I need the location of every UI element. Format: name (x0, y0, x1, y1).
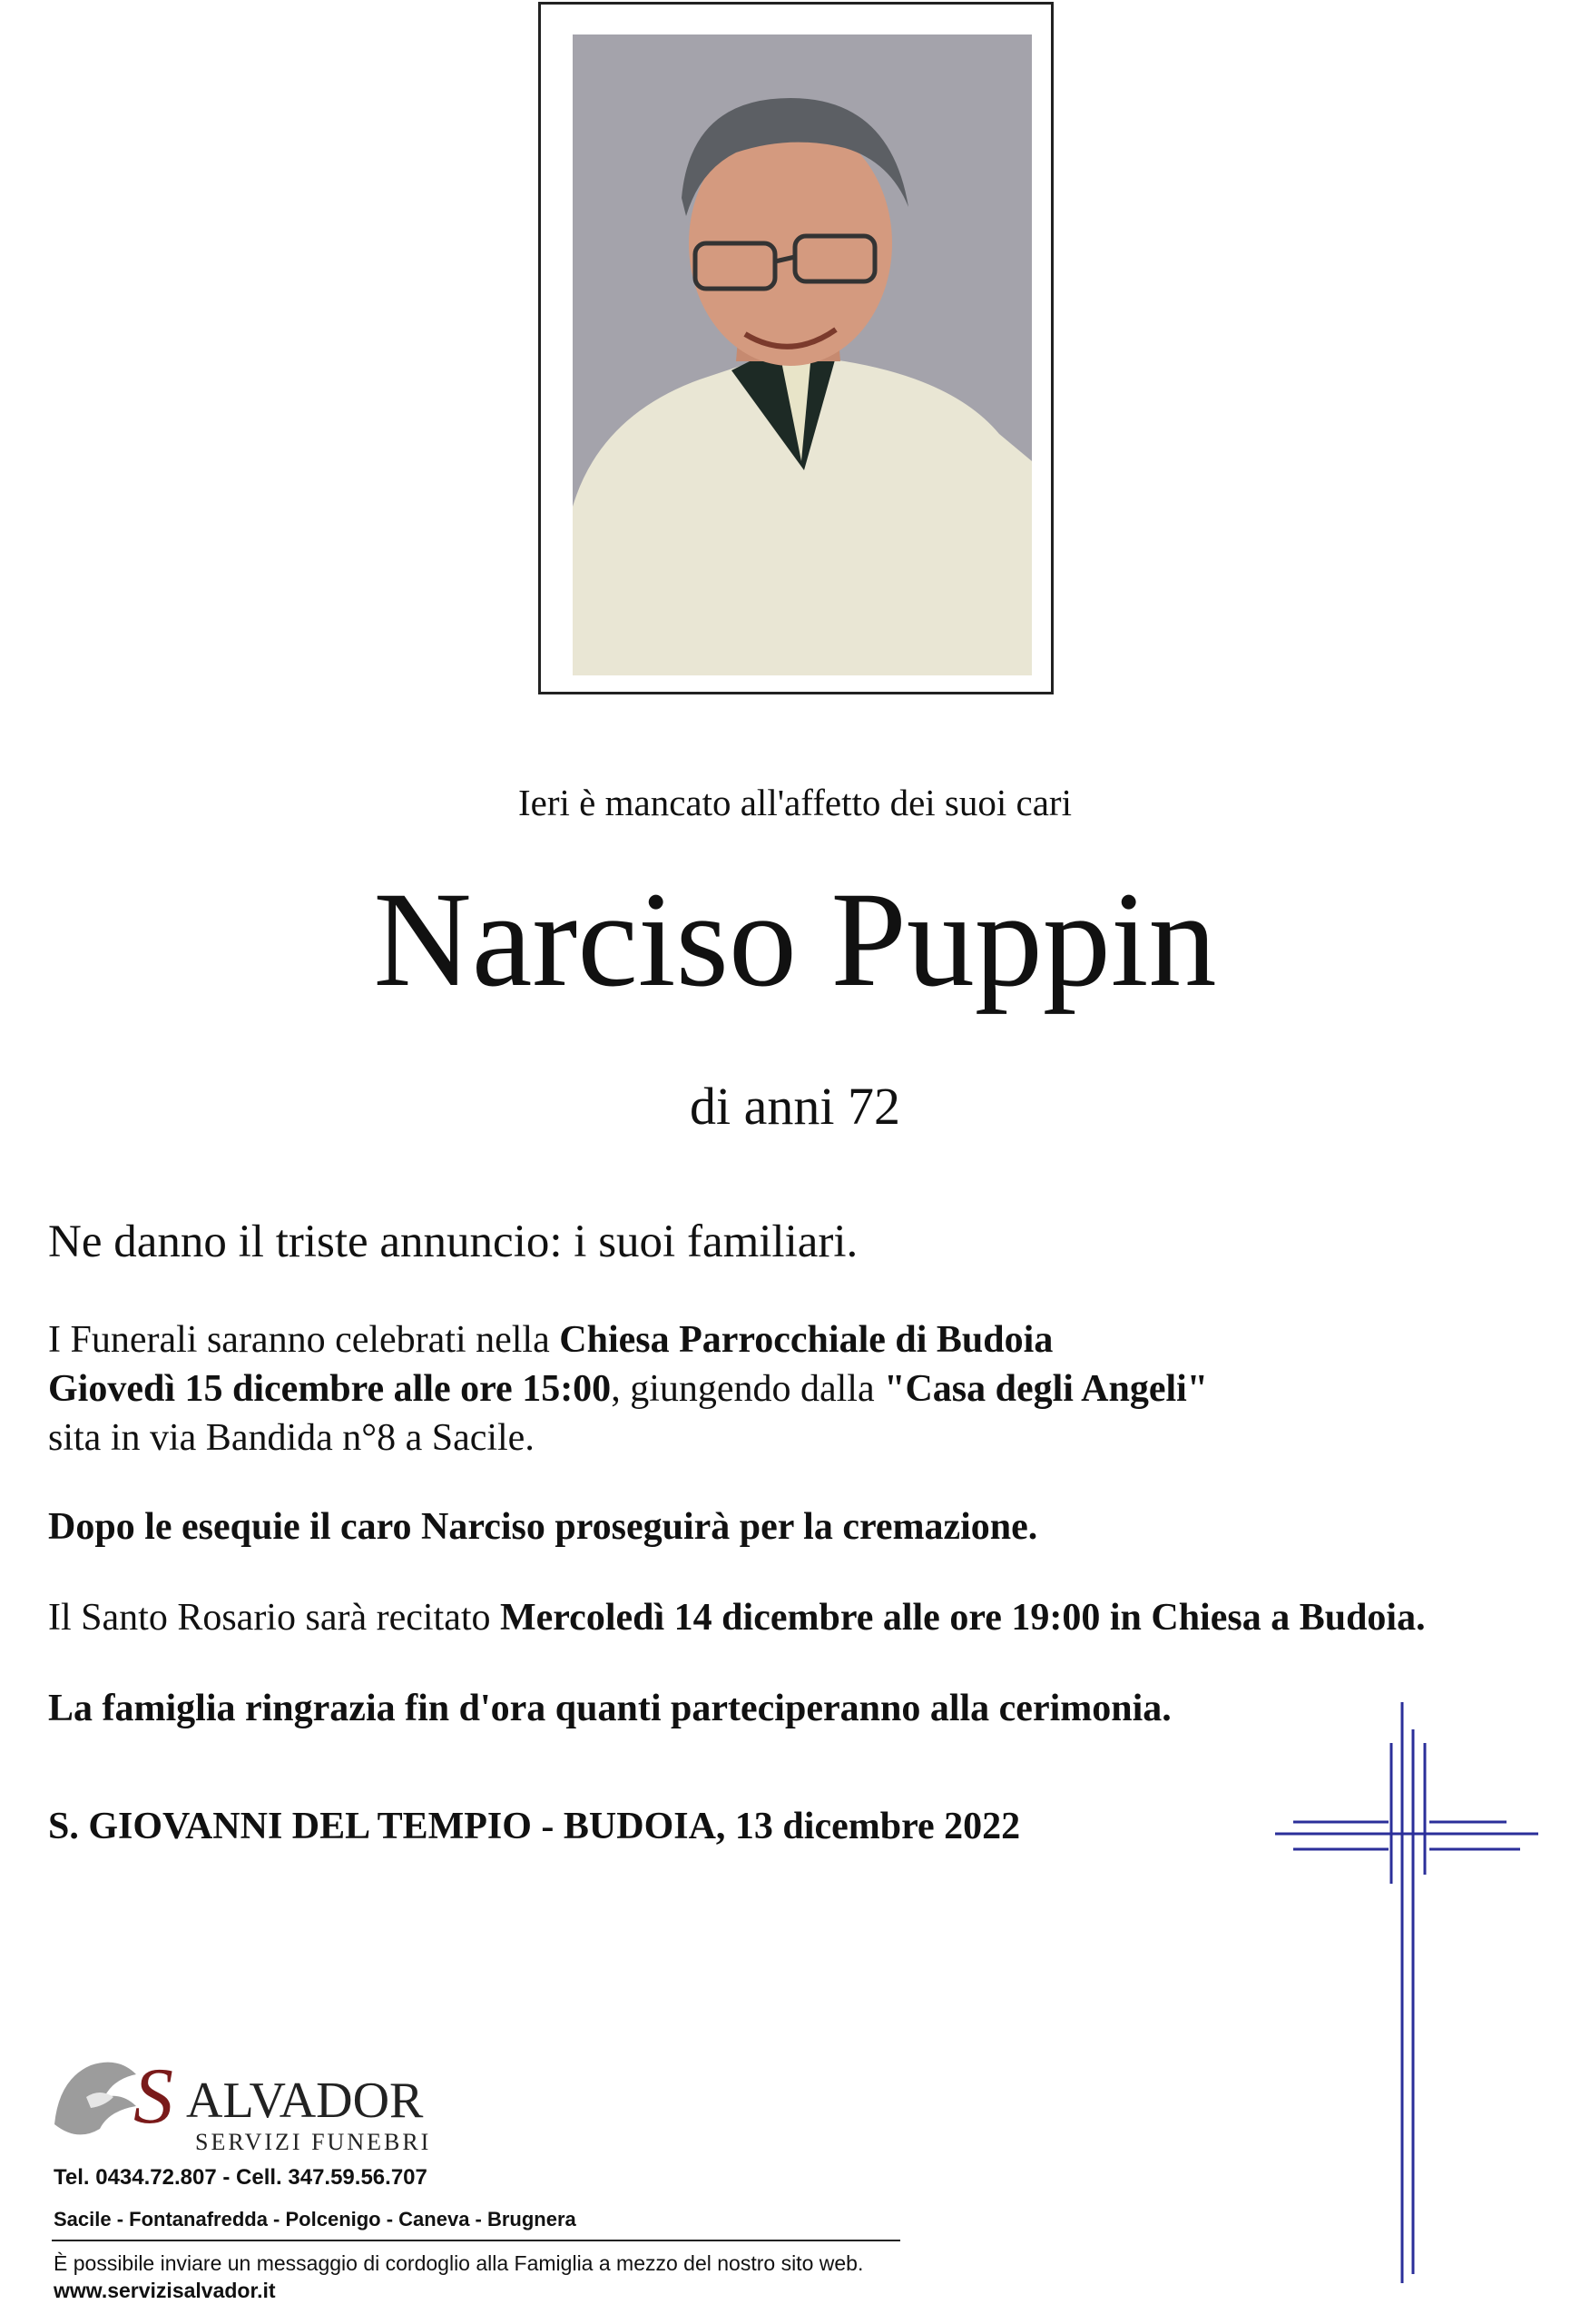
cremation-line: Dopo le esequie il caro Narciso proseguirà per la cremazione. (48, 1506, 1038, 1548)
age-line: di anni 72 (690, 1077, 900, 1136)
angel-logo-icon (54, 2063, 136, 2135)
logo-name: ALVADOR (186, 2073, 424, 2129)
thanks-line: La famiglia ringrazia fin d'ora quanti parteciperanno alla cerimonia. (48, 1688, 1172, 1729)
logo-initial: S (133, 2053, 173, 2141)
cross-icon (1275, 1693, 1538, 2292)
rosary-datetime: Mercoledì 14 dicembre alle ore 19:00 in Chiesa a Budoia. (500, 1597, 1426, 1639)
rosary-text: Il Santo Rosario sarà recitato (48, 1597, 501, 1639)
place-date-line: S. GIOVANNI DEL TEMPIO - BUDOIA, 13 dicembre 2022 (48, 1806, 1021, 1847)
funeral-details (48, 1315, 1555, 1462)
phone-numbers: Tel. 0434.72.807 - Cell. 347.59.56.707 (54, 2165, 427, 2190)
logo-subtitle: SERVIZI FUNEBRI (195, 2129, 432, 2155)
deceased-name: Narciso Puppin (373, 864, 1217, 1015)
website-link[interactable]: www.servizisalvador.it (54, 2279, 276, 2302)
intro-line: Ieri è mancato all'affetto dei suoi cari (518, 782, 1072, 823)
salvador-logo (50, 2043, 467, 2161)
rosary-line (48, 1593, 1555, 1642)
footer-divider (52, 2240, 900, 2241)
portrait-photo (573, 34, 1032, 675)
funeral-datetime: Giovedì 15 dicembre alle ore 15:00 (48, 1368, 612, 1410)
portrait-frame (538, 2, 1054, 694)
service-towns: Sacile - Fontanafredda - Polcenigo - Caneva - Brugnera (54, 2208, 576, 2230)
origin-place: "Casa degli Angeli" (884, 1368, 1209, 1410)
funeral-text-1: I Funerali saranno celebrati nella (48, 1319, 560, 1361)
funeral-text-2: , giungendo dalla (611, 1368, 885, 1410)
condolence-message: È possibile inviare un messaggio di cordoglio alla Famiglia a mezzo del nostro sito web. (54, 2251, 864, 2275)
announcement-line: Ne danno il triste annuncio: i suoi familiari. (48, 1216, 859, 1267)
funeral-address: sita in via Bandida n°8 a Sacile. (48, 1417, 535, 1459)
church-name: Chiesa Parrocchiale di Budoia (559, 1319, 1054, 1361)
